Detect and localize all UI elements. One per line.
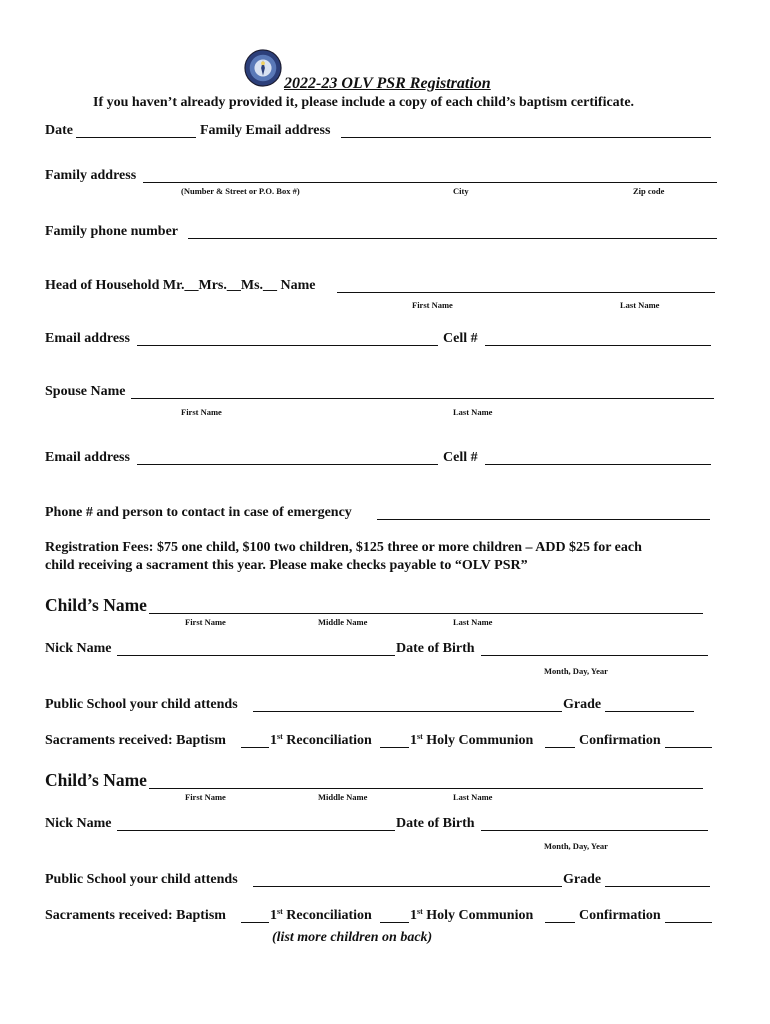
child2-caption-middle-name: Middle Name <box>318 792 368 802</box>
registration-fees-text-line1: Registration Fees: $75 one child, $100 two children, $125 three or more children – ADD $25 for each <box>45 540 642 555</box>
spouse-email-field[interactable] <box>137 464 438 465</box>
form-title: 2022-23 OLV PSR Registration <box>284 75 491 92</box>
parish-seal-logo <box>244 49 282 87</box>
child1-confirmation-label: Confirmation <box>579 733 661 748</box>
head-caption-last-name: Last Name <box>620 300 660 310</box>
family-email-field[interactable] <box>341 137 711 138</box>
child2-caption-first-name: First Name <box>185 792 226 802</box>
spouse-caption-last-name: Last Name <box>453 407 493 417</box>
child1-caption-middle-name: Middle Name <box>318 617 368 627</box>
spouse-email-label: Email address <box>45 450 130 465</box>
child1-school-field[interactable] <box>253 711 562 712</box>
child2-name-field[interactable] <box>149 788 703 789</box>
spouse-cell-field[interactable] <box>485 464 711 465</box>
child1-confirmation-field[interactable] <box>665 747 712 748</box>
head-of-household-name-field[interactable] <box>337 292 715 293</box>
family-address-label: Family address <box>45 168 137 183</box>
child2-reconciliation-field[interactable] <box>380 922 409 923</box>
child2-confirmation-field[interactable] <box>665 922 712 923</box>
child1-nick-name-label: Nick Name <box>45 641 112 656</box>
child1-name-field[interactable] <box>149 613 703 614</box>
emergency-contact-label: Phone # and person to contact in case of emergency <box>45 505 352 520</box>
spouse-name-field[interactable] <box>131 398 714 399</box>
child1-reconciliation-label: 1st Reconciliation <box>270 732 372 748</box>
child1-caption-last-name: Last Name <box>453 617 493 627</box>
child2-school-field[interactable] <box>253 886 562 887</box>
child1-communion-label: 1st Holy Communion <box>410 732 534 748</box>
address-caption-city: City <box>453 186 469 196</box>
child2-grade-label: Grade <box>563 872 602 887</box>
child1-caption-first-name: First Name <box>185 617 226 627</box>
child2-reconciliation-label: 1st Reconciliation <box>270 907 372 923</box>
child1-reconciliation-field[interactable] <box>380 747 409 748</box>
child2-dob-caption: Month, Day, Year <box>544 841 608 851</box>
child2-communion-field[interactable] <box>545 922 575 923</box>
list-more-children-note: (list more children on back) <box>272 930 433 945</box>
child2-name-label: Child’s Name <box>45 770 147 790</box>
child2-confirmation-label: Confirmation <box>579 908 661 923</box>
child1-communion-field[interactable] <box>545 747 575 748</box>
child1-grade-label: Grade <box>563 697 602 712</box>
child2-sacraments-label: Sacraments received: Baptism <box>45 908 226 923</box>
child1-grade-field[interactable] <box>605 711 694 712</box>
child2-caption-last-name: Last Name <box>453 792 493 802</box>
child2-nick-name-field[interactable] <box>117 830 395 831</box>
family-email-label: Family Email address <box>200 123 331 138</box>
child1-sacraments-label: Sacraments received: Baptism <box>45 733 226 748</box>
head-caption-first-name: First Name <box>412 300 453 310</box>
head-cell-field[interactable] <box>485 345 711 346</box>
child1-dob-label: Date of Birth <box>396 641 475 656</box>
baptism-certificate-note: If you haven’t already provided it, please include a copy of each child’s baptism certificate. <box>93 95 635 110</box>
head-email-field[interactable] <box>137 345 438 346</box>
child2-baptism-field[interactable] <box>241 922 269 923</box>
family-address-field[interactable] <box>143 182 717 183</box>
address-caption-street: (Number & Street or P.O. Box #) <box>181 186 300 196</box>
spouse-name-label: Spouse Name <box>45 384 126 399</box>
child2-school-label: Public School your child attends <box>45 872 238 887</box>
child1-school-label: Public School your child attends <box>45 697 238 712</box>
child2-dob-field[interactable] <box>481 830 708 831</box>
child2-nick-name-label: Nick Name <box>45 816 112 831</box>
date-field[interactable] <box>76 137 196 138</box>
head-email-label: Email address <box>45 331 130 346</box>
family-phone-label: Family phone number <box>45 224 179 239</box>
spouse-caption-first-name: First Name <box>181 407 222 417</box>
spouse-cell-label: Cell # <box>443 450 478 465</box>
registration-fees-text-line2: child receiving a sacrament this year. Please make checks payable to “OLV PSR” <box>45 558 528 573</box>
child2-communion-label: 1st Holy Communion <box>410 907 534 923</box>
date-label: Date <box>45 123 73 138</box>
child1-name-label: Child’s Name <box>45 595 147 615</box>
address-caption-zip: Zip code <box>633 186 665 196</box>
child1-dob-caption: Month, Day, Year <box>544 666 608 676</box>
family-phone-field[interactable] <box>188 238 717 239</box>
head-cell-label: Cell # <box>443 331 478 346</box>
head-of-household-label: Head of Household Mr.__Mrs.__Ms.__ Name <box>45 278 316 293</box>
child2-grade-field[interactable] <box>605 886 710 887</box>
child1-nick-name-field[interactable] <box>117 655 395 656</box>
child1-dob-field[interactable] <box>481 655 708 656</box>
emergency-contact-field[interactable] <box>377 519 710 520</box>
child2-dob-label: Date of Birth <box>396 816 475 831</box>
child1-baptism-field[interactable] <box>241 747 269 748</box>
